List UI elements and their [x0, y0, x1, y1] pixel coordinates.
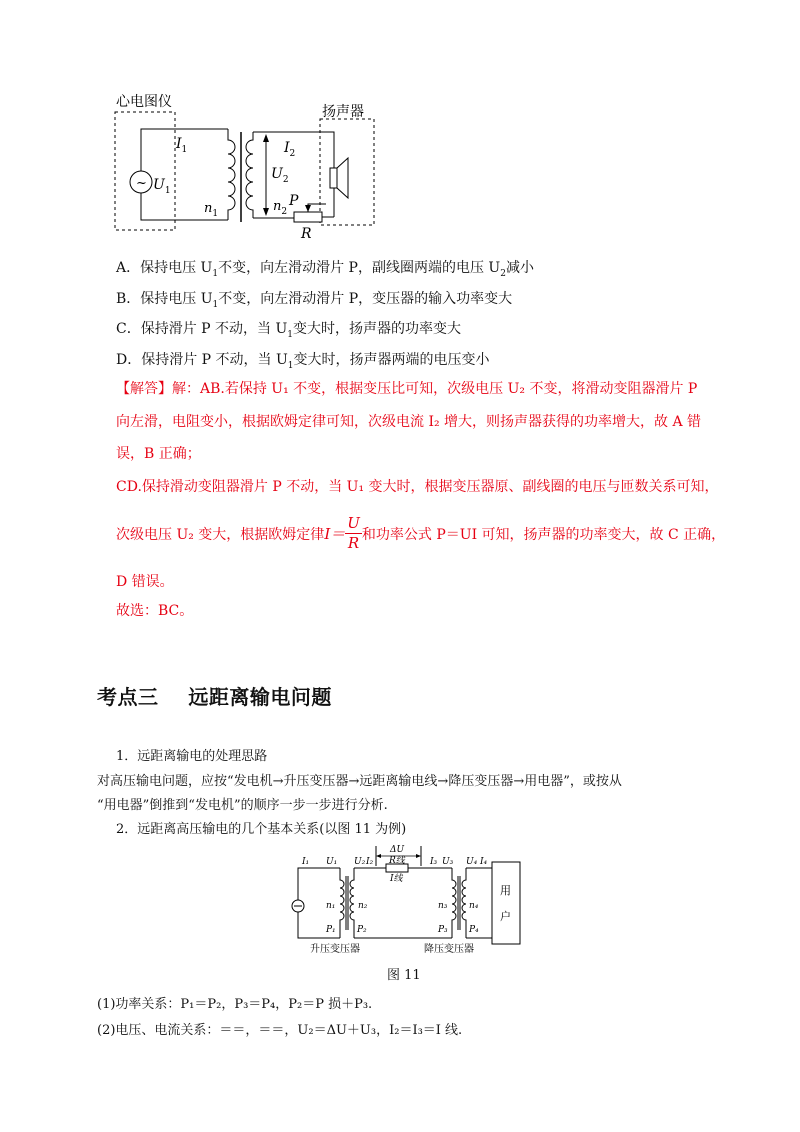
relation-power: (1)功率关系：P₁＝P₂，P₃＝P₄，P₂＝P 损＋P₃. [97, 997, 373, 1012]
label-P1: P₁ [326, 925, 336, 935]
label-user: 用 [500, 884, 511, 897]
figure-ecg-transformer-circuit [108, 92, 388, 242]
label-U1: U [153, 177, 165, 193]
label-n1-sub: 1 [212, 209, 219, 219]
label-n1: n₁ [326, 901, 336, 911]
label-deltaU: ΔU [390, 845, 405, 855]
label-U2: U₂ [354, 857, 366, 867]
label-I3: I₃ [430, 857, 438, 867]
label-step-down: 降压变压器 [424, 944, 474, 955]
svg-text:n1 [204, 201, 218, 219]
label-I-line: I线 [390, 874, 403, 884]
answer-line-5: 次级电压 U₂ 变大，根据欧姆定律 I＝ $\frac{U}{R}$ 和功率公式 P＝UI 可知，扬声器的功率变大，故 C 正确， [116, 514, 726, 552]
paragraph-4: 2．远距离高压输电的几个基本关系(以图 11 为例) [116, 822, 407, 837]
label-n4: n₄ [469, 901, 479, 911]
answer-line-4: CD.保持滑动变阻器滑片 P 不动，当 U₁ 变大时，根据变压器原、副线圈的电压与匝数关系可知， [116, 479, 719, 495]
svg-text:U1 [153, 177, 171, 196]
relation-voltage-current: (2)电压、电流关系：＝＝，＝＝，U₂＝ΔU＋U₃，I₂＝I₃＝I 线. [97, 1023, 463, 1038]
formula-fraction: $\frac{U}{R}$ [347, 514, 360, 552]
source-symbol: ~ [136, 176, 147, 191]
answer-line-6: D 错误。 [116, 574, 174, 590]
label-ecg: 心电图仪 [116, 94, 172, 110]
label-P2: P₂ [357, 925, 367, 935]
label-R-line: R线 [389, 856, 405, 866]
label-n2-sub: 2 [281, 207, 288, 217]
answer-line-1: 【解答】解：AB.若保持 U₁ 不变，根据变压比可知，次级电压 U₂ 不变，将滑动变阻器滑片 P [116, 381, 698, 397]
label-I2: I [284, 140, 290, 156]
svg-text:n2 [273, 199, 287, 217]
option-C: C．保持滑片 P 不动，当 $U_1$变大时，扬声器的功率变大 [116, 321, 462, 340]
label-I2-sub: 2 [289, 149, 296, 159]
section-title: 考点三 远距离输电问题 [97, 685, 332, 709]
formula-lhs: I＝ [324, 525, 346, 543]
label-U2: U [271, 166, 283, 182]
label-U3: U₃ [442, 857, 454, 867]
answer-line-3: 误，B 正确； [116, 446, 201, 462]
paragraph-2: 对高压输电问题，应按“发电机→升压变压器→远距离输电线→降压变压器→用电器”，或按从 [97, 774, 622, 789]
label-n2: n [273, 199, 282, 214]
label-U1-sub: 1 [164, 186, 171, 196]
label-I1: I [176, 136, 182, 152]
label-I4: I₄ [480, 857, 488, 867]
label-speaker: 扬声器 [322, 104, 364, 120]
svg-text:I2 [283, 140, 295, 159]
paragraph-3: “用电器”倒推到“发电机”的顺序一步一步进行分析. [97, 798, 388, 813]
label-I1: I₁ [302, 857, 310, 867]
answer-line-2: 向左滑，电阻变小，根据欧姆定律可知，次级电流 I₂ 增大，则扬声器获得的功率增大，故 A 错 [116, 414, 702, 430]
label-P4: P₄ [469, 925, 479, 935]
label-I2: I₂ [366, 857, 374, 867]
svg-text:I1 [175, 136, 187, 155]
label-n1: n [204, 201, 213, 216]
option-D: D．保持滑片 P 不动，当 $U_1$变大时，扬声器两端的电压变小 [116, 352, 490, 371]
answer-line-7: 故选：BC。 [116, 603, 194, 619]
label-I1-sub: 1 [181, 145, 188, 155]
svg-text:U2 [271, 166, 289, 185]
option-B: B．保持电压 $U_1$不变，向左滑动滑片 P，变压器的输入功率变大 [116, 291, 513, 310]
label-n3: n₃ [438, 901, 448, 911]
label-U1: U₁ [326, 857, 338, 867]
label-step-up: 升压变压器 [310, 944, 360, 955]
label-user-2: 户 [500, 910, 511, 923]
label-R: R [301, 226, 312, 242]
label-U2-sub: 2 [282, 175, 289, 185]
option-A: A．保持电压 $U_1$不变，向左滑动滑片 P，副线圈两端的电压 $U_2$减小 [116, 260, 534, 279]
label-n2: n₂ [358, 901, 368, 911]
label-P3: P₃ [438, 925, 448, 935]
figure-caption: 图 11 [387, 968, 421, 983]
figure-power-transmission [280, 838, 525, 956]
label-U4: U₄ [466, 857, 478, 867]
label-P: P [289, 193, 299, 209]
paragraph-1: 1．远距离输电的处理思路 [116, 749, 268, 764]
